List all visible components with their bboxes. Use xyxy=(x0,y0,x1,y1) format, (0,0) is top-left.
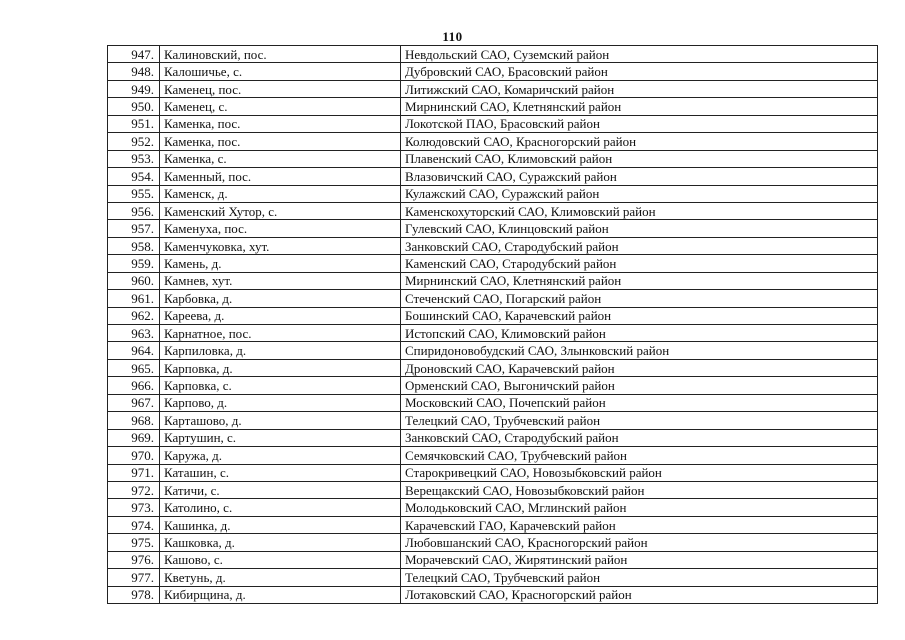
table-row xyxy=(108,481,878,498)
table-row xyxy=(108,115,878,132)
row-number: 966. xyxy=(108,377,160,394)
settlement-name: Кашово, с. xyxy=(160,551,401,568)
table-row xyxy=(108,185,878,202)
administrative-unit: Верещакский САО, Новозыбковский район xyxy=(401,481,878,498)
row-number: 961. xyxy=(108,290,160,307)
row-number: 950. xyxy=(108,98,160,115)
row-number: 948. xyxy=(108,63,160,80)
administrative-unit: Каменскохуторский САО, Климовский район xyxy=(401,202,878,219)
settlement-name: Каменец, с. xyxy=(160,98,401,115)
row-number: 949. xyxy=(108,80,160,97)
administrative-unit: Кулажский САО, Суражский район xyxy=(401,185,878,202)
row-number: 978. xyxy=(108,586,160,603)
administrative-unit: Морачевский САО, Жирятинский район xyxy=(401,551,878,568)
administrative-unit: Любовшанский САО, Красногорский район xyxy=(401,534,878,551)
administrative-unit: Занковский САО, Стародубский район xyxy=(401,429,878,446)
row-number: 963. xyxy=(108,325,160,342)
settlement-name: Каменец, пос. xyxy=(160,80,401,97)
administrative-unit: Литижский САО, Комаричский район xyxy=(401,80,878,97)
row-number: 964. xyxy=(108,342,160,359)
settlement-name: Картушин, с. xyxy=(160,429,401,446)
settlement-name: Карнатное, пос. xyxy=(160,325,401,342)
row-number: 976. xyxy=(108,551,160,568)
table-row xyxy=(108,429,878,446)
row-number: 968. xyxy=(108,412,160,429)
settlement-name: Каружа, д. xyxy=(160,447,401,464)
settlement-name: Каменка, с. xyxy=(160,150,401,167)
table-row xyxy=(108,412,878,429)
page-number: 110 xyxy=(442,29,463,44)
table-row xyxy=(108,46,878,63)
table-row xyxy=(108,377,878,394)
table-row xyxy=(108,272,878,289)
administrative-unit: Молодьковский САО, Мглинский район xyxy=(401,499,878,516)
table-row xyxy=(108,394,878,411)
table-row xyxy=(108,290,878,307)
settlement-name: Калошичье, с. xyxy=(160,63,401,80)
settlement-name: Каменский Хутор, с. xyxy=(160,202,401,219)
row-number: 971. xyxy=(108,464,160,481)
table-row xyxy=(108,569,878,586)
row-number: 962. xyxy=(108,307,160,324)
settlement-name: Карповка, с. xyxy=(160,377,401,394)
administrative-unit: Карачевский ГАО, Карачевский район xyxy=(401,516,878,533)
administrative-unit: Плавенский САО, Климовский район xyxy=(401,150,878,167)
administrative-unit: Гулевский САО, Клинцовский район xyxy=(401,220,878,237)
administrative-unit: Занковский САО, Стародубский район xyxy=(401,237,878,254)
settlement-name: Камнев, хут. xyxy=(160,272,401,289)
table-row xyxy=(108,63,878,80)
row-number: 969. xyxy=(108,429,160,446)
settlement-name: Камень, д. xyxy=(160,255,401,272)
table-row xyxy=(108,586,878,603)
table-row xyxy=(108,133,878,150)
administrative-unit: Каменский САО, Стародубский район xyxy=(401,255,878,272)
table-row xyxy=(108,255,878,272)
table-row xyxy=(108,342,878,359)
table-row xyxy=(108,307,878,324)
row-number: 967. xyxy=(108,394,160,411)
administrative-unit: Колюдовский САО, Красногорский район xyxy=(401,133,878,150)
administrative-unit: Мирнинский САО, Клетнянский район xyxy=(401,98,878,115)
administrative-unit: Дроновский САО, Карачевский район xyxy=(401,359,878,376)
row-number: 973. xyxy=(108,499,160,516)
settlement-name: Карпово, д. xyxy=(160,394,401,411)
table-row xyxy=(108,150,878,167)
settlement-name: Каташин, с. xyxy=(160,464,401,481)
settlement-name: Карташово, д. xyxy=(160,412,401,429)
row-number: 959. xyxy=(108,255,160,272)
table-row xyxy=(108,80,878,97)
administrative-unit: Старокривецкий САО, Новозыбковский район xyxy=(401,464,878,481)
administrative-unit: Дубровский САО, Брасовский район xyxy=(401,63,878,80)
administrative-unit: Мирнинский САО, Клетнянский район xyxy=(401,272,878,289)
settlement-name: Кашинка, д. xyxy=(160,516,401,533)
row-number: 956. xyxy=(108,202,160,219)
settlement-name: Каменуха, пос. xyxy=(160,220,401,237)
table-row xyxy=(108,534,878,551)
settlement-name: Катичи, с. xyxy=(160,481,401,498)
table-row xyxy=(108,98,878,115)
settlement-name: Кветунь, д. xyxy=(160,569,401,586)
settlement-name: Каменка, пос. xyxy=(160,133,401,150)
administrative-unit: Семячковский САО, Трубчевский район xyxy=(401,447,878,464)
table-row xyxy=(108,447,878,464)
settlement-name: Каменск, д. xyxy=(160,185,401,202)
administrative-unit: Телецкий САО, Трубчевский район xyxy=(401,569,878,586)
row-number: 975. xyxy=(108,534,160,551)
row-number: 957. xyxy=(108,220,160,237)
settlement-name: Карповка, д. xyxy=(160,359,401,376)
row-number: 952. xyxy=(108,133,160,150)
table-row xyxy=(108,464,878,481)
table-row xyxy=(108,325,878,342)
administrative-unit: Спиридоновобудский САО, Злынковский район xyxy=(401,342,878,359)
settlement-name: Карбовка, д. xyxy=(160,290,401,307)
settlements-table xyxy=(107,45,878,604)
administrative-unit: Бошинский САО, Карачевский район xyxy=(401,307,878,324)
administrative-unit: Истопский САО, Климовский район xyxy=(401,325,878,342)
row-number: 974. xyxy=(108,516,160,533)
settlement-name: Каменный, пос. xyxy=(160,168,401,185)
table-row xyxy=(108,237,878,254)
administrative-unit: Орменский САО, Выгоничский район xyxy=(401,377,878,394)
table-row xyxy=(108,359,878,376)
row-number: 970. xyxy=(108,447,160,464)
settlement-name: Каменка, пос. xyxy=(160,115,401,132)
table-row xyxy=(108,499,878,516)
table-body xyxy=(108,46,878,604)
row-number: 947. xyxy=(108,46,160,63)
settlement-name: Католино, с. xyxy=(160,499,401,516)
settlement-name: Калиновский, пос. xyxy=(160,46,401,63)
administrative-unit: Стеченский САО, Погарский район xyxy=(401,290,878,307)
row-number: 955. xyxy=(108,185,160,202)
table-row xyxy=(108,516,878,533)
row-number: 965. xyxy=(108,359,160,376)
settlement-name: Карпиловка, д. xyxy=(160,342,401,359)
row-number: 972. xyxy=(108,481,160,498)
settlement-name: Кашковка, д. xyxy=(160,534,401,551)
row-number: 953. xyxy=(108,150,160,167)
administrative-unit: Невдольский САО, Суземский район xyxy=(401,46,878,63)
row-number: 951. xyxy=(108,115,160,132)
administrative-unit: Телецкий САО, Трубчевский район xyxy=(401,412,878,429)
settlement-name: Кареева, д. xyxy=(160,307,401,324)
table-row xyxy=(108,551,878,568)
row-number: 977. xyxy=(108,569,160,586)
settlement-name: Кибирщина, д. xyxy=(160,586,401,603)
table-row xyxy=(108,168,878,185)
administrative-unit: Московский САО, Почепский район xyxy=(401,394,878,411)
administrative-unit: Лотаковский САО, Красногорский район xyxy=(401,586,878,603)
row-number: 958. xyxy=(108,237,160,254)
table-row xyxy=(108,202,878,219)
settlement-name: Каменчуковка, хут. xyxy=(160,237,401,254)
administrative-unit: Влазовичский САО, Суражский район xyxy=(401,168,878,185)
row-number: 960. xyxy=(108,272,160,289)
administrative-unit: Локотской ПАО, Брасовский район xyxy=(401,115,878,132)
table-row xyxy=(108,220,878,237)
row-number: 954. xyxy=(108,168,160,185)
